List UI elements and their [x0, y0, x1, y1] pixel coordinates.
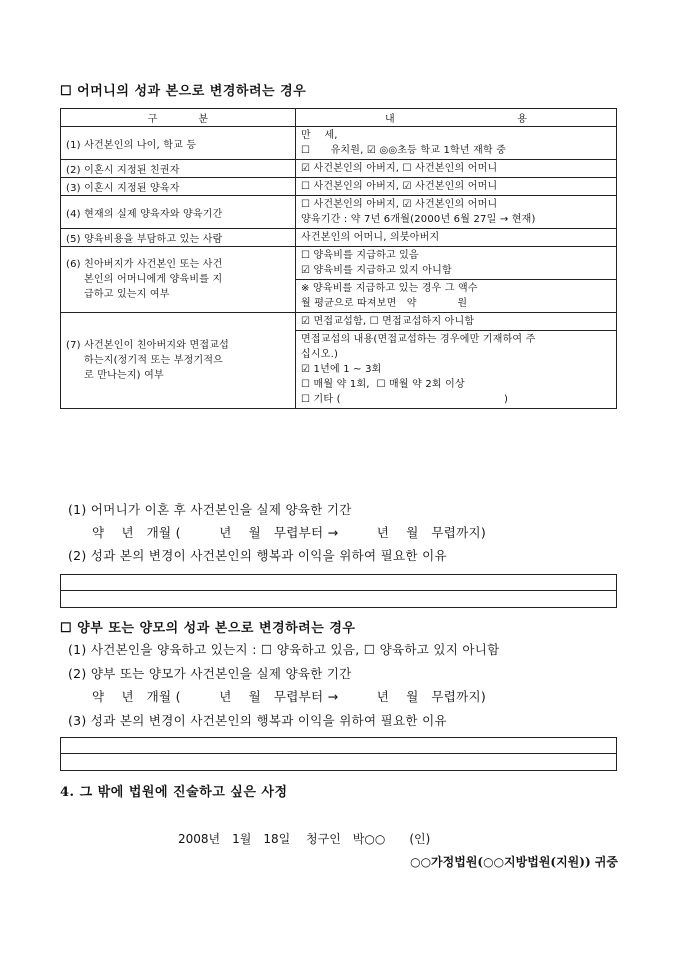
row-label	[61, 313, 296, 409]
value-line: ☑ 양육비를 지급하고 있지 아니함	[301, 265, 452, 276]
value-line: 만 세,	[301, 130, 338, 141]
mother-question-2: (2) 성과 본의 변경이 사건본인의 행복과 이익을 위하여 필요한 이유	[68, 548, 447, 563]
court-address-line: ○○가정법원(○○지방법원(지원)) 귀중	[410, 855, 618, 869]
mother-section-title: ☐ 어머니의 성과 본으로 변경하려는 경우	[60, 84, 307, 99]
row-value	[296, 280, 617, 313]
label-line: 하는지(정기적 또는 부정기적으	[84, 355, 224, 366]
header-content: 내 용	[296, 109, 617, 127]
row-value	[296, 127, 617, 160]
row-value	[296, 247, 617, 280]
row-label: (2) 이혼시 지정된 친권자	[61, 160, 296, 178]
value-line: 양육기간 : 약 7년 6개월(2000년 6월 27일 → 현재)	[301, 214, 536, 225]
table-row	[61, 160, 617, 178]
row-label: (5) 양육비용을 부담하고 있는 사람	[61, 229, 296, 247]
table-row	[61, 127, 617, 160]
mother-period-line: 약 년 개월 ( 년 월 무렵부터 → 년 월 무렵까지)	[92, 525, 487, 540]
value-line: ☐ 유치원, ☑ ◎◎초등 학교 1학년 재학 중	[301, 145, 507, 156]
value-line: ☑ 1년에 1 ~ 3회	[301, 364, 382, 375]
step-period-line: 약 년 개월 ( 년 월 무렵부터 → 년 월 무렵까지)	[92, 689, 487, 704]
value-line: ☐ 기타 ( )	[301, 394, 509, 405]
value-line: 사건본인의 어머니, 의붓아버지	[301, 232, 440, 243]
value-line: ※ 양육비를 지급하고 있는 경우 그 액수	[301, 283, 478, 294]
row-value	[296, 229, 617, 247]
row-value	[296, 160, 617, 178]
row-value	[296, 178, 617, 196]
value-line: 면접교섭의 내용(면접교섭하는 경우에만 기재하여 주	[301, 334, 536, 345]
label-line: (6) 친아버지가 사건본인 또는 사건	[66, 259, 223, 270]
row-label: (4) 현재의 실제 양육자와 양육기간	[61, 196, 296, 229]
mother-question-1: (1) 어머니가 이혼 후 사건본인을 실제 양육한 기간	[68, 502, 352, 517]
table-row	[61, 229, 617, 247]
table-row	[61, 313, 617, 331]
table-row	[61, 247, 617, 280]
step-question-3: (3) 성과 본의 변경이 사건본인의 행복과 이익을 위하여 필요한 이유	[68, 713, 447, 728]
step-reason-field[interactable]	[60, 737, 617, 771]
label-line: 본인의 어머니에게 양육비를 지	[84, 274, 223, 285]
value-line: ☑ 면접교섭함, ☐ 면접교섭하지 아니함	[301, 316, 475, 327]
value-line: 월 평균으로 따져보면 약 원	[301, 298, 468, 309]
value-line: ☐ 사건본인의 아버지, ☑ 사건본인의 어머니	[301, 181, 498, 192]
value-line: ☑ 사건본인의 아버지, ☐ 사건본인의 어머니	[301, 163, 498, 174]
value-line: ☐ 양육비를 지급하고 있음	[301, 250, 419, 261]
other-section-title: 4. 그 밖에 법원에 진술하고 싶은 사정	[60, 785, 288, 800]
signature-date-line: 2008년 1월 18일 청구인 박○○ (인)	[178, 832, 431, 846]
value-line: ☐ 사건본인의 아버지, ☑ 사건본인의 어머니	[301, 199, 498, 210]
row-value	[296, 313, 617, 331]
mother-reason-field[interactable]	[60, 574, 617, 608]
mother-info-table	[60, 108, 617, 409]
row-value	[296, 196, 617, 229]
row-label	[61, 247, 296, 313]
value-line: ☐ 매월 약 1회, ☐ 매월 약 2회 이상	[301, 379, 465, 390]
header-category: 구 분	[61, 109, 296, 127]
value-line: 십시오.)	[301, 349, 339, 360]
step-question-2: (2) 양부 또는 양모가 사건본인을 실제 양육한 기간	[68, 666, 352, 681]
table-header-row	[61, 109, 617, 127]
step-section-title: ☐ 양부 또는 양모의 성과 본으로 변경하려는 경우	[60, 621, 356, 636]
label-line: 로 만나는지) 여부	[84, 370, 164, 381]
label-line: 급하고 있는지 여부	[84, 289, 170, 300]
row-label: (3) 이혼시 지정된 양육자	[61, 178, 296, 196]
table-row	[61, 178, 617, 196]
row-value	[296, 331, 617, 409]
step-question-1: (1) 사건본인을 양육하고 있는지 : ☐ 양육하고 있음, ☐ 양육하고 있지 아니함	[68, 642, 500, 657]
label-line: (7) 사건본인이 친아버지와 면접교섭	[66, 340, 229, 351]
table-row	[61, 196, 617, 229]
row-label: (1) 사건본인의 나이, 학교 등	[61, 127, 296, 160]
